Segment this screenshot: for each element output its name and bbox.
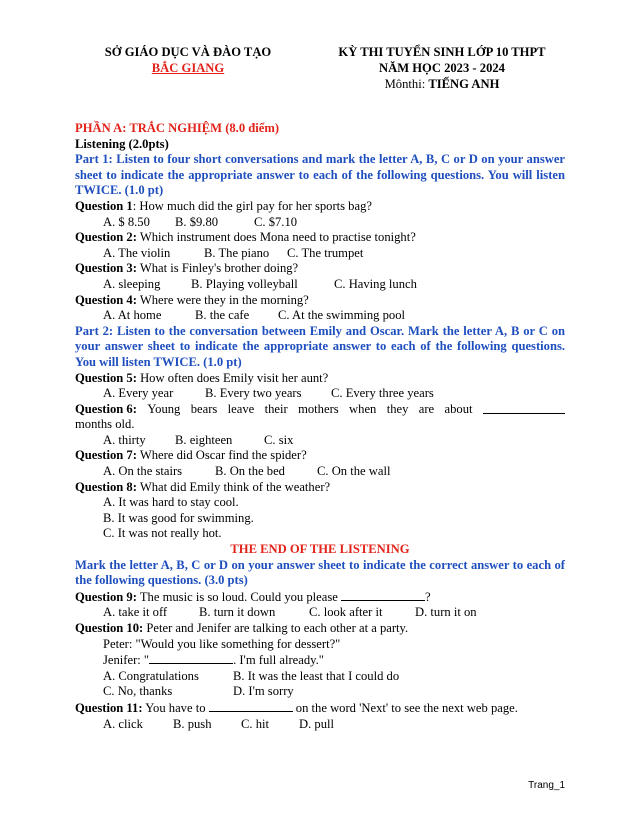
- question-7: [75, 448, 565, 464]
- header-left: [88, 44, 288, 76]
- q1-option-b: B. $9.80: [175, 214, 219, 229]
- q11-text-end: on the word 'Next' to see the next web page.: [292, 700, 518, 715]
- question-8: [75, 480, 565, 496]
- q8-option-b: B. It was good for swimming.: [103, 510, 254, 525]
- q11-option-c: C. hit: [241, 716, 269, 731]
- q7-label: Question 7:: [75, 448, 137, 463]
- q1-text: : How much did the girl pay for her sports bag?: [132, 198, 372, 213]
- q10-text: Peter and Jenifer are talking to each other at a party.: [143, 621, 409, 635]
- province-name: BẮC GIANG: [151, 61, 225, 75]
- department-name: SỞ GIÁO DỤC VÀ ĐÀO TẠO: [104, 45, 272, 59]
- q10-option-b: B. It was the least that I could do: [233, 668, 400, 683]
- q11-options: [75, 717, 565, 733]
- q7-option-a: A. On the stairs: [103, 464, 183, 479]
- q4-option-c: C. At the swimming pool: [278, 308, 405, 323]
- question-4: [75, 293, 565, 309]
- q6-word: mothers: [298, 401, 339, 416]
- q11-option-d: D. pull: [299, 716, 334, 731]
- q3-text: What is Finley's brother doing?: [136, 261, 299, 276]
- question-11: [75, 700, 565, 717]
- question-5: [75, 371, 565, 387]
- q7-option-c: C. On the wall: [317, 464, 391, 479]
- q3-option-b: B. Playing volleyball: [191, 276, 298, 291]
- q3-label: Question 3:: [75, 261, 137, 276]
- q3-option-a: A. sleeping: [103, 276, 161, 291]
- q10-jenifer-end: . I'm full already.": [233, 653, 324, 668]
- part-a-title: PHẦN A: TRẮC NGHIỆM (8.0 điểm): [75, 121, 280, 135]
- q9-end: ?: [425, 589, 431, 604]
- q3-options: [75, 277, 565, 293]
- listening-title: Listening (2.0pts): [75, 136, 169, 151]
- q9-option-d: D. turn it on: [415, 605, 477, 620]
- q5-option-b: B. Every two years: [205, 386, 302, 401]
- q10-option-d: D. I'm sorry: [233, 684, 294, 699]
- q4-option-b: B. the cafe: [195, 308, 250, 323]
- q10-option-c: C. No, thanks: [103, 684, 173, 699]
- question-6: [75, 402, 565, 418]
- q11-text-start: You have to: [142, 700, 209, 715]
- q2-options: [75, 246, 565, 262]
- q3-option-c: C. Having lunch: [334, 276, 417, 291]
- q9-option-b: B. turn it down: [199, 605, 276, 620]
- q11-option-b: B. push: [173, 716, 212, 731]
- q6-option-c: C. six: [264, 432, 294, 447]
- q11-option-a: A. click: [103, 716, 143, 731]
- q5-option-a: A. Every year: [103, 386, 174, 401]
- q10-peter-line: Peter: "Would you like something for dessert?": [103, 636, 341, 651]
- school-year: NĂM HỌC 2023 - 2024: [379, 61, 505, 75]
- q2-label: Question 2:: [75, 230, 137, 245]
- q2-option-a: A. The violin: [103, 245, 171, 260]
- page-number: Trang_1: [528, 780, 565, 791]
- q2-text: Which instrument does Mona need to practise tonight?: [136, 230, 416, 245]
- q1-label: Question 1: [75, 198, 133, 213]
- q6-option-a: A. thirty: [103, 432, 146, 447]
- q4-options: [75, 308, 565, 324]
- q5-option-c: C. Every three years: [331, 386, 434, 401]
- question-2: [75, 230, 565, 246]
- q6-word: they: [386, 401, 409, 416]
- q10-blank: [149, 652, 233, 664]
- q7-text: Where did Oscar find the spider?: [136, 448, 307, 463]
- q6-word: bears: [190, 401, 218, 416]
- q9-option-a: A. take it off: [103, 605, 168, 620]
- q6-option-b: B. eighteen: [175, 432, 233, 447]
- q10-jenifer-start: Jenifer: ": [103, 653, 150, 668]
- subject-name: TIẾNG ANH: [428, 77, 500, 91]
- q6-label: Question 6:: [75, 401, 137, 416]
- q9-label: Question 9:: [75, 589, 137, 604]
- q5-label: Question 5:: [75, 370, 137, 385]
- q8-option-a: A. It was hard to stay cool.: [103, 495, 239, 510]
- q6-blank: [483, 402, 565, 414]
- part2-instructions: Part 2: Listen to the conversation between Emily and Oscar. Mark the letter A, B or C on your answer sheet to indicate the appropriate answer to each of the following questions. You will listen TWICE. (1.0 pt): [75, 323, 565, 369]
- q11-blank: [209, 700, 293, 712]
- q10-option-a: A. Congratulations: [103, 668, 199, 683]
- q8-text: What did Emily think of the weather?: [136, 479, 331, 494]
- header-right: [322, 44, 562, 92]
- exam-title: KỲ THI TUYỂN SINH LỚP 10 THPT: [338, 45, 546, 59]
- q1-option-c: C. $7.10: [254, 214, 298, 229]
- subject-line: [322, 76, 562, 92]
- q1-options: [75, 215, 565, 231]
- q10-jenifer-line: [75, 652, 565, 669]
- q6-word: about: [444, 401, 473, 416]
- q10-options-row1: [75, 669, 565, 685]
- q6-options: [75, 433, 565, 449]
- q6-word: leave: [227, 401, 255, 416]
- q7-options: [75, 464, 565, 480]
- q4-label: Question 4:: [75, 292, 137, 307]
- exam-content: [75, 121, 565, 732]
- q6-word: when: [349, 401, 377, 416]
- q5-options: [75, 386, 565, 402]
- q9-options: [75, 605, 565, 621]
- q11-label: Question 11:: [75, 700, 143, 715]
- question-3: [75, 261, 565, 277]
- question-1: [75, 199, 565, 215]
- q10-label: Question 10:: [75, 621, 144, 635]
- subject-label: Mônthi:: [384, 77, 429, 91]
- part1-instructions: Part 1: Listen to four short conversations and mark the letter A, B, C or D on your answer sheet to indicate the appropriate answer to each of the following questions. You will listen TWICE. (1.0 pt): [75, 152, 565, 198]
- q6-continuation: months old.: [75, 417, 135, 432]
- q6-word: Young: [147, 401, 181, 416]
- q6-word: their: [264, 401, 288, 416]
- q8-label: Question 8:: [75, 479, 137, 494]
- q9-text: The music is so loud. Could you please: [136, 589, 341, 604]
- q2-option-c: C. The trumpet: [287, 245, 364, 260]
- q5-text: How often does Emily visit her aunt?: [136, 370, 329, 385]
- end-of-listening: THE END OF THE LISTENING: [230, 542, 410, 557]
- question-10: [75, 621, 565, 637]
- q4-text: Where were they in the morning?: [136, 292, 309, 307]
- q6-word: are: [418, 401, 435, 416]
- question-9: [75, 589, 565, 606]
- q10-options-row2: [75, 684, 565, 700]
- q1-option-a: A. $ 8.50: [103, 214, 150, 229]
- q7-option-b: B. On the bed: [215, 464, 285, 479]
- q2-option-b: B. The piano: [204, 245, 270, 260]
- q4-option-a: A. At home: [103, 308, 162, 323]
- section-instructions: Mark the letter A, B, C or D on your answer sheet to indicate the correct answer to each of the following questions. (3.0 pts): [75, 557, 565, 588]
- q9-blank: [341, 589, 425, 601]
- q8-option-c: C. It was not really hot.: [103, 526, 222, 541]
- q9-option-c: C. look after it: [309, 605, 383, 620]
